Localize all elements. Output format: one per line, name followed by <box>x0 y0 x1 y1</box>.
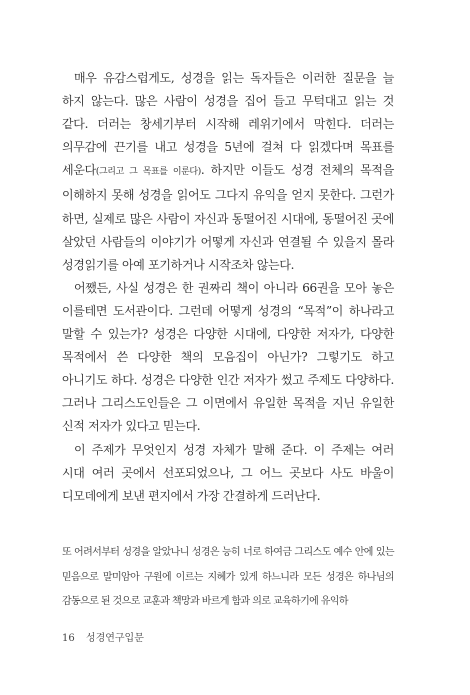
paragraph-1-aside: (그리고 그 목표를 이룬다) <box>95 167 201 178</box>
paragraph-1 <box>62 67 394 277</box>
scripture-quote: 또 어려서부터 성경을 알았나니 성경은 능히 너로 하여금 그리스도 예수 안에 있는 믿음으로 말미암아 구원에 이르는 지혜가 있게 하느니라 모든 성경은 하나님의 감동으로 된 것으로 교훈과 책망과 바르게 함과 의로 교육하기에 유익하 <box>62 547 394 607</box>
paragraph-2: 어쨌든, 사실 성경은 한 권짜리 책이 아니라 66권을 모아 놓은 이를테면 도서관이다. 그런데 어떻게 성경의 “목적”이 하나라고 말할 수 있는가? 성경은 다양한 시대에, 다양한 저자가, 다양한 목적에서 쓴 다양한 책의 모음집이 아닌가? 그렇기도 하고 아니기도 하다. 성경은 다양한 인간 저자가 썼고 주제도 다양하다. 그러나 그리스도인들은 그 이면에서 유일한 목적을 지닌 유일한 신적 저자가 있다고 믿는다. <box>62 280 394 434</box>
paragraph-3: 이 주제가 무엇인지 성경 자체가 말해 준다. 이 주제는 여러 시대 여러 곳에서 선포되었으나, 그 어느 곳보다 사도 바울이 디모데에게 보낸 편지에서 가장 간결하게 드러난다. <box>62 442 394 503</box>
paragraph-1-text-a: 매우 유감스럽게도, 성경을 읽는 독자들은 이러한 질문을 늘 하지 않는다. 많은 사람이 성경을 집어 들고 무턱대고 읽는 것 같다. 더러는 창세기부터 시작해 레위기에서 막힌다. 더러는 의무감에 끈기를 내고 성경을 5년에 걸쳐 다 읽겠다며 목표를 세운다 <box>62 71 394 178</box>
page-number: 16 <box>62 633 75 644</box>
paragraph-1-text-b: . 하지만 이들도 성경 전체의 목적을 이해하지 못해 성경을 읽어도 그다지 유익을 얻지 못한다. 그런가 하면, 실제로 많은 사람이 자신과 동떨어진 시대에, 동떨어진 곳에 살았던 사람들의 이야기가 어떻게 자신과 연결될 수 있을지 몰라 성경읽기를 아예 포기하거나 시작조차 않는다. <box>62 163 394 272</box>
running-title: 성경연구입문 <box>85 633 144 644</box>
page-footer <box>62 629 144 644</box>
main-text <box>62 67 394 508</box>
